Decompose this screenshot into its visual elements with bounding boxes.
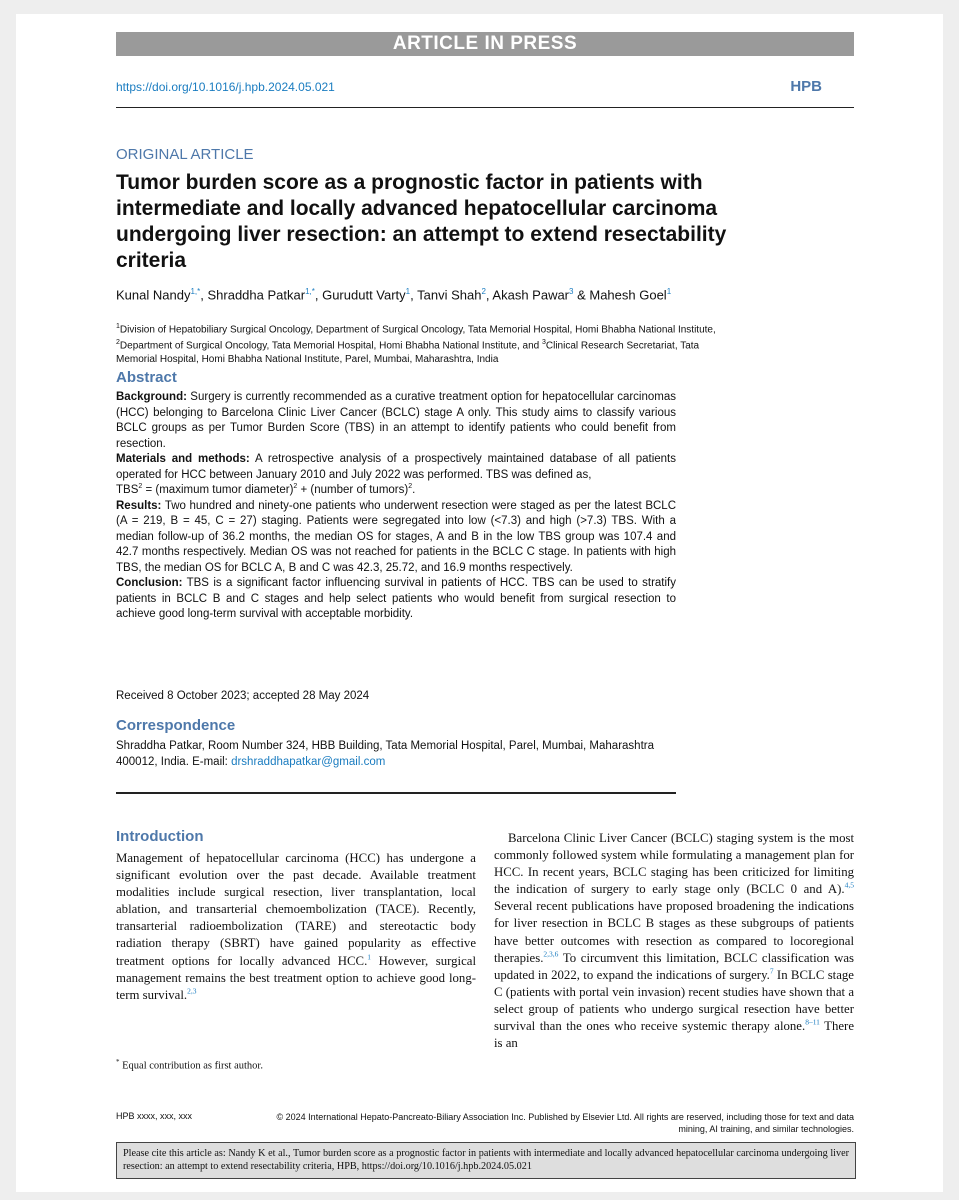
author-affil-ref: 2 [481, 287, 486, 296]
footer-journal-ref: HPB xxxx, xxx, xxx [116, 1111, 193, 1121]
header-divider [116, 107, 854, 108]
footer-copyright: © 2024 International Hepato-Pancreato-Biliary Association Inc. Published by Elsevier Ltd. All rights are reserved, including those for text and data mining, AI training, and similar technologies. [276, 1112, 854, 1134]
introduction-heading: Introduction [116, 828, 204, 845]
affiliation-text: Clinical Research Secretariat, Tata Memorial Hospital, Homi Bhabha National Institute, Parel, Mumbai, Maharashtra, India [116, 340, 700, 365]
affiliation-text: Division of Hepatobiliary Surgical Oncology, Department of Surgical Oncology, Tata Memorial Hospital, Homi Bhabha National Institute, [119, 324, 716, 336]
abstract-background [116, 390, 676, 452]
doi-link[interactable]: https://doi.org/10.1016/j.hpb.2024.05.021 [116, 80, 335, 94]
author-name: Gurudutt Varty [322, 287, 406, 303]
tbs-formula: $TBS^2$ = (maximum tumor diameter)$^2$ + (number of tumors)$^2$. [116, 483, 416, 496]
received-dates: Received 8 October 2023; accepted 28 May 2024 [116, 690, 370, 702]
affil-number: 3 [541, 339, 546, 347]
abstract-label: Background: [116, 391, 187, 403]
abstract-text: Surgery is currently recommended as a curative treatment option for hepatocellular carcinomas (HCC) belonging to Barcelona Clinic Liver Cancer (BCLC) stage A only. This study aims to classify various BCLC groups as per Tumor Burden Score (TBS) in an attempt to identify patients who could benefit from resection. [116, 391, 676, 450]
footnote-marker: * [116, 1058, 120, 1066]
author-name: Akash Pawar [492, 287, 570, 303]
abstract-conclusion [116, 576, 676, 623]
article-page [16, 14, 943, 1192]
citation-ref[interactable]: 4,5 [844, 881, 854, 891]
footnote-text: Equal contribution as first author. [119, 1060, 263, 1072]
article-in-press-banner: ARTICLE IN PRESS [116, 32, 854, 56]
intro-paragraph: Barcelona Clinic Liver Cancer (BCLC) staging system is the most commonly followed system while formulating a management plan for HCC. In recent years, BCLC staging has been criticized for limiting the indication of surgery to early stage only (BCLC 0 and A).$^{4,5}$ Several recent publications have proposed broadening the indications for liver resection in BCLC B stages as these subgroups of patients have better outcomes with resection as compared to locoregional therapies.$^{2,3,6}$ To circumvent this limitation, BCLC classification was updated in 2022, to expand the indications of surgery.$^7$ In BCLC stage C (patients with portal vein invasion) recent studies have shown that a select group of patients who undergo surgical resection have better survival than the ones who receive systemic therapy alone.$^{8-11}$ There is an [494, 831, 855, 1051]
citation-box: Please cite this article as: Nandy K et al., Tumor burden score as a prognostic factor in patients with intermediate and locally advanced hepatocellular carcinoma undergoing liver resection: an attempt to extend resectability criteria, HPB, https://doi.org/10.1016/j.hpb.2024.05.021 [116, 1142, 856, 1179]
correspondence-body [116, 739, 676, 770]
author-affil-ref: 1 [405, 287, 411, 296]
abstract-label: Conclusion: [116, 577, 183, 589]
email-link[interactable]: drshraddhapatkar@gmail.com [231, 755, 386, 768]
author-affil-ref: 1,* [190, 287, 201, 296]
abstract-divider [116, 792, 676, 794]
affil-number: 2 [116, 339, 120, 347]
author-name: Mahesh Goel [589, 287, 667, 303]
journal-name: HPB [790, 78, 822, 95]
abstract-methods [116, 452, 676, 499]
author-affil-ref: 3 [569, 287, 574, 296]
author-affil-ref: 1 [666, 287, 672, 296]
intro-paragraph: Management of hepatocellular carcinoma (HCC) has undergone a significant evolution over the past decade. Available treatment modalities include surgical resection, liver transplantation, local ablation, and transarterial chemoembolization (TACE). Recently, transarterial radioembolization (TARE) and stereotactic body radiation therapy (SBRT) have gained popularity as effective treatment options for locally advanced HCC.$^1$ However, surgical management remains the best treatment option to achieve good long-term survival.$^{2,3}$ [116, 851, 476, 1002]
abstract-results [116, 499, 676, 577]
abstract-label: Results: [116, 499, 162, 512]
abstract-body [116, 390, 676, 623]
intro-right-column [494, 830, 854, 1052]
affil-number: 1 [116, 323, 120, 330]
article-type: ORIGINAL ARTICLE [116, 146, 254, 163]
abstract-heading: Abstract [116, 369, 177, 386]
footnote [116, 1058, 263, 1072]
author-name: Tanvi Shah [417, 287, 482, 303]
abstract-label: Materials and methods: [116, 453, 250, 465]
correspondence-address: Shraddha Patkar, Room Number 324, HBB Building, Tata Memorial Hospital, Parel, Mumbai, Maharashtra 400012, India. E-mail: [116, 740, 654, 768]
citation-ref[interactable]: 1 [367, 952, 372, 962]
citation-ref[interactable]: 2,3,6 [543, 949, 559, 959]
affiliation-text: Department of Surgical Oncology, Tata Memorial Hospital, Homi Bhabha National Institute, and [119, 340, 542, 352]
author-name: Kunal Nandy [116, 287, 191, 303]
author-affil-ref: 1,* [305, 287, 315, 296]
intro-left-column [116, 850, 476, 1004]
citation-ref[interactable]: 7 [769, 966, 774, 976]
correspondence-heading: Correspondence [116, 717, 236, 734]
citation-ref[interactable]: 8–11 [805, 1017, 820, 1027]
citation-ref[interactable]: 2,3 [187, 986, 197, 996]
author-list: Kunal Nandy$^{1,*}$, Shraddha Patkar$^{1,*}$, Gurudutt Varty$^1$, Tanvi Shah$^2$, Akash Pawar$^3$ & Mahesh Goel$^1$ [116, 287, 672, 303]
abstract-text: TBS is a significant factor influencing survival in patients of HCC. TBS can be used to stratify patients in BCLC B and C stages and help select patients who would benefit from surgical resection to achieve good long-term survival with acceptable morbidity. [116, 577, 676, 620]
abstract-text: Two hundred and ninety-one patients who underwent resection were staged as per the latest BCLC (A = 219, B = 45, C = 27) staging. Patients were segregated into low (<7.3) and high (>7.3) TBS. With a median follow-up of 36.2 months, the median OS for stages, A and B in the low TBS group was 107.4 and 42.7 months respectively. Median OS was not reached for patients in the BCLC C stage. In patients with high TBS, the median OS for BCLC A, B and C was 42.3, 25.72, and 16.9 months respectively. [116, 499, 676, 574]
abstract-text: A retrospective analysis of a prospectively maintained database of all patients operated for HCC between January 2010 and July 2022 was performed. TBS was defined as, [116, 453, 677, 481]
article-title: Tumor burden score as a prognostic factor in patients with intermediate and locally advanced hepatocellular carcinoma undergoing liver resection: an attempt to extend resectability criteria [116, 171, 727, 272]
affiliations [116, 320, 716, 366]
author-name: Shraddha Patkar [207, 287, 306, 303]
